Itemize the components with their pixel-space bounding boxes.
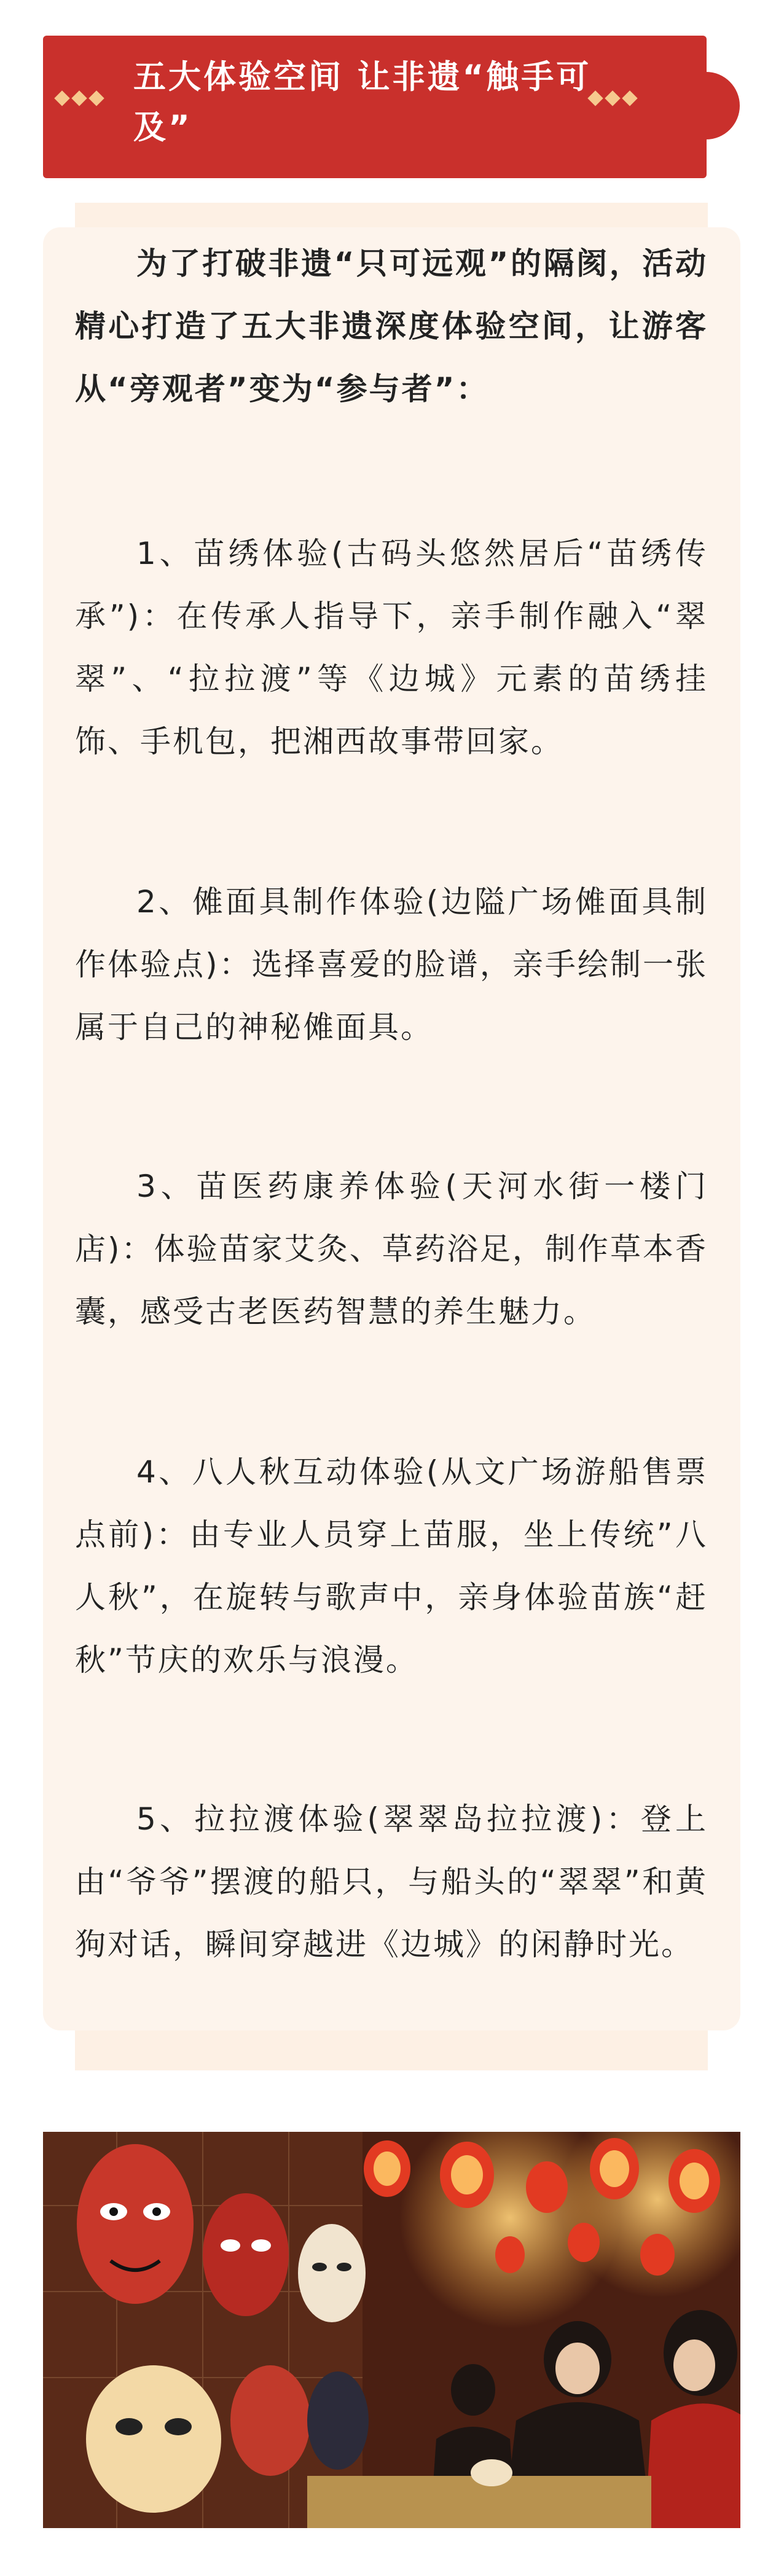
experience-item-nuo-mask: 2、傩面具制作体验(边隘广场傩面具制作体验点)：选择喜爱的脸谱，亲手绘制一张属于自己的神秘傩面具。 [75, 884, 708, 1045]
banner-tab-decoration [688, 72, 740, 139]
experience-item-embroidery: 1、苗绣体验(古码头悠然居后“苗绣传承”)：在传承人指导下，亲手制作融入“翠翠”、“拉拉渡”等《边城》元素的苗绣挂饰、手机包，把湘西故事带回家。 [75, 536, 708, 759]
photo-illustration [43, 2132, 740, 2528]
experience-item-miao-medicine: 3、苗医药康养体验(天河水街一楼门店)：体验苗家艾灸、草药浴足，制作草本香囊，感受古老医药智慧的养生魅力。 [75, 1169, 708, 1329]
experience-item-ferry: 5、拉拉渡体验(翠翠岛拉拉渡)：登上由“爷爷”摆渡的船只，与船头的“翠翠”和黄狗对话，瞬间穿越进《边城》的闲静时光。 [75, 1801, 708, 1962]
experience-item-baren-swing: 4、八人秋互动体验(从文广场游船售票点前)：由专业人员穿上苗服，坐上传统”八人秋”，在旋转与歌声中，亲身体验苗族“赶秋”节庆的欢乐与浪漫。 [75, 1454, 708, 1678]
diamond-dots-left-decoration [57, 93, 102, 104]
content-card [43, 227, 740, 2030]
nuo-mask-market-photo [43, 2132, 740, 2528]
section-title: 五大体验空间 让非遗“触手可及” [133, 58, 592, 146]
intro-paragraph: 为了打破非遗“只可远观”的隔阂，活动精心打造了五大非遗深度体验空间，让游客从“旁观者”变为“参与者”： [75, 246, 708, 407]
